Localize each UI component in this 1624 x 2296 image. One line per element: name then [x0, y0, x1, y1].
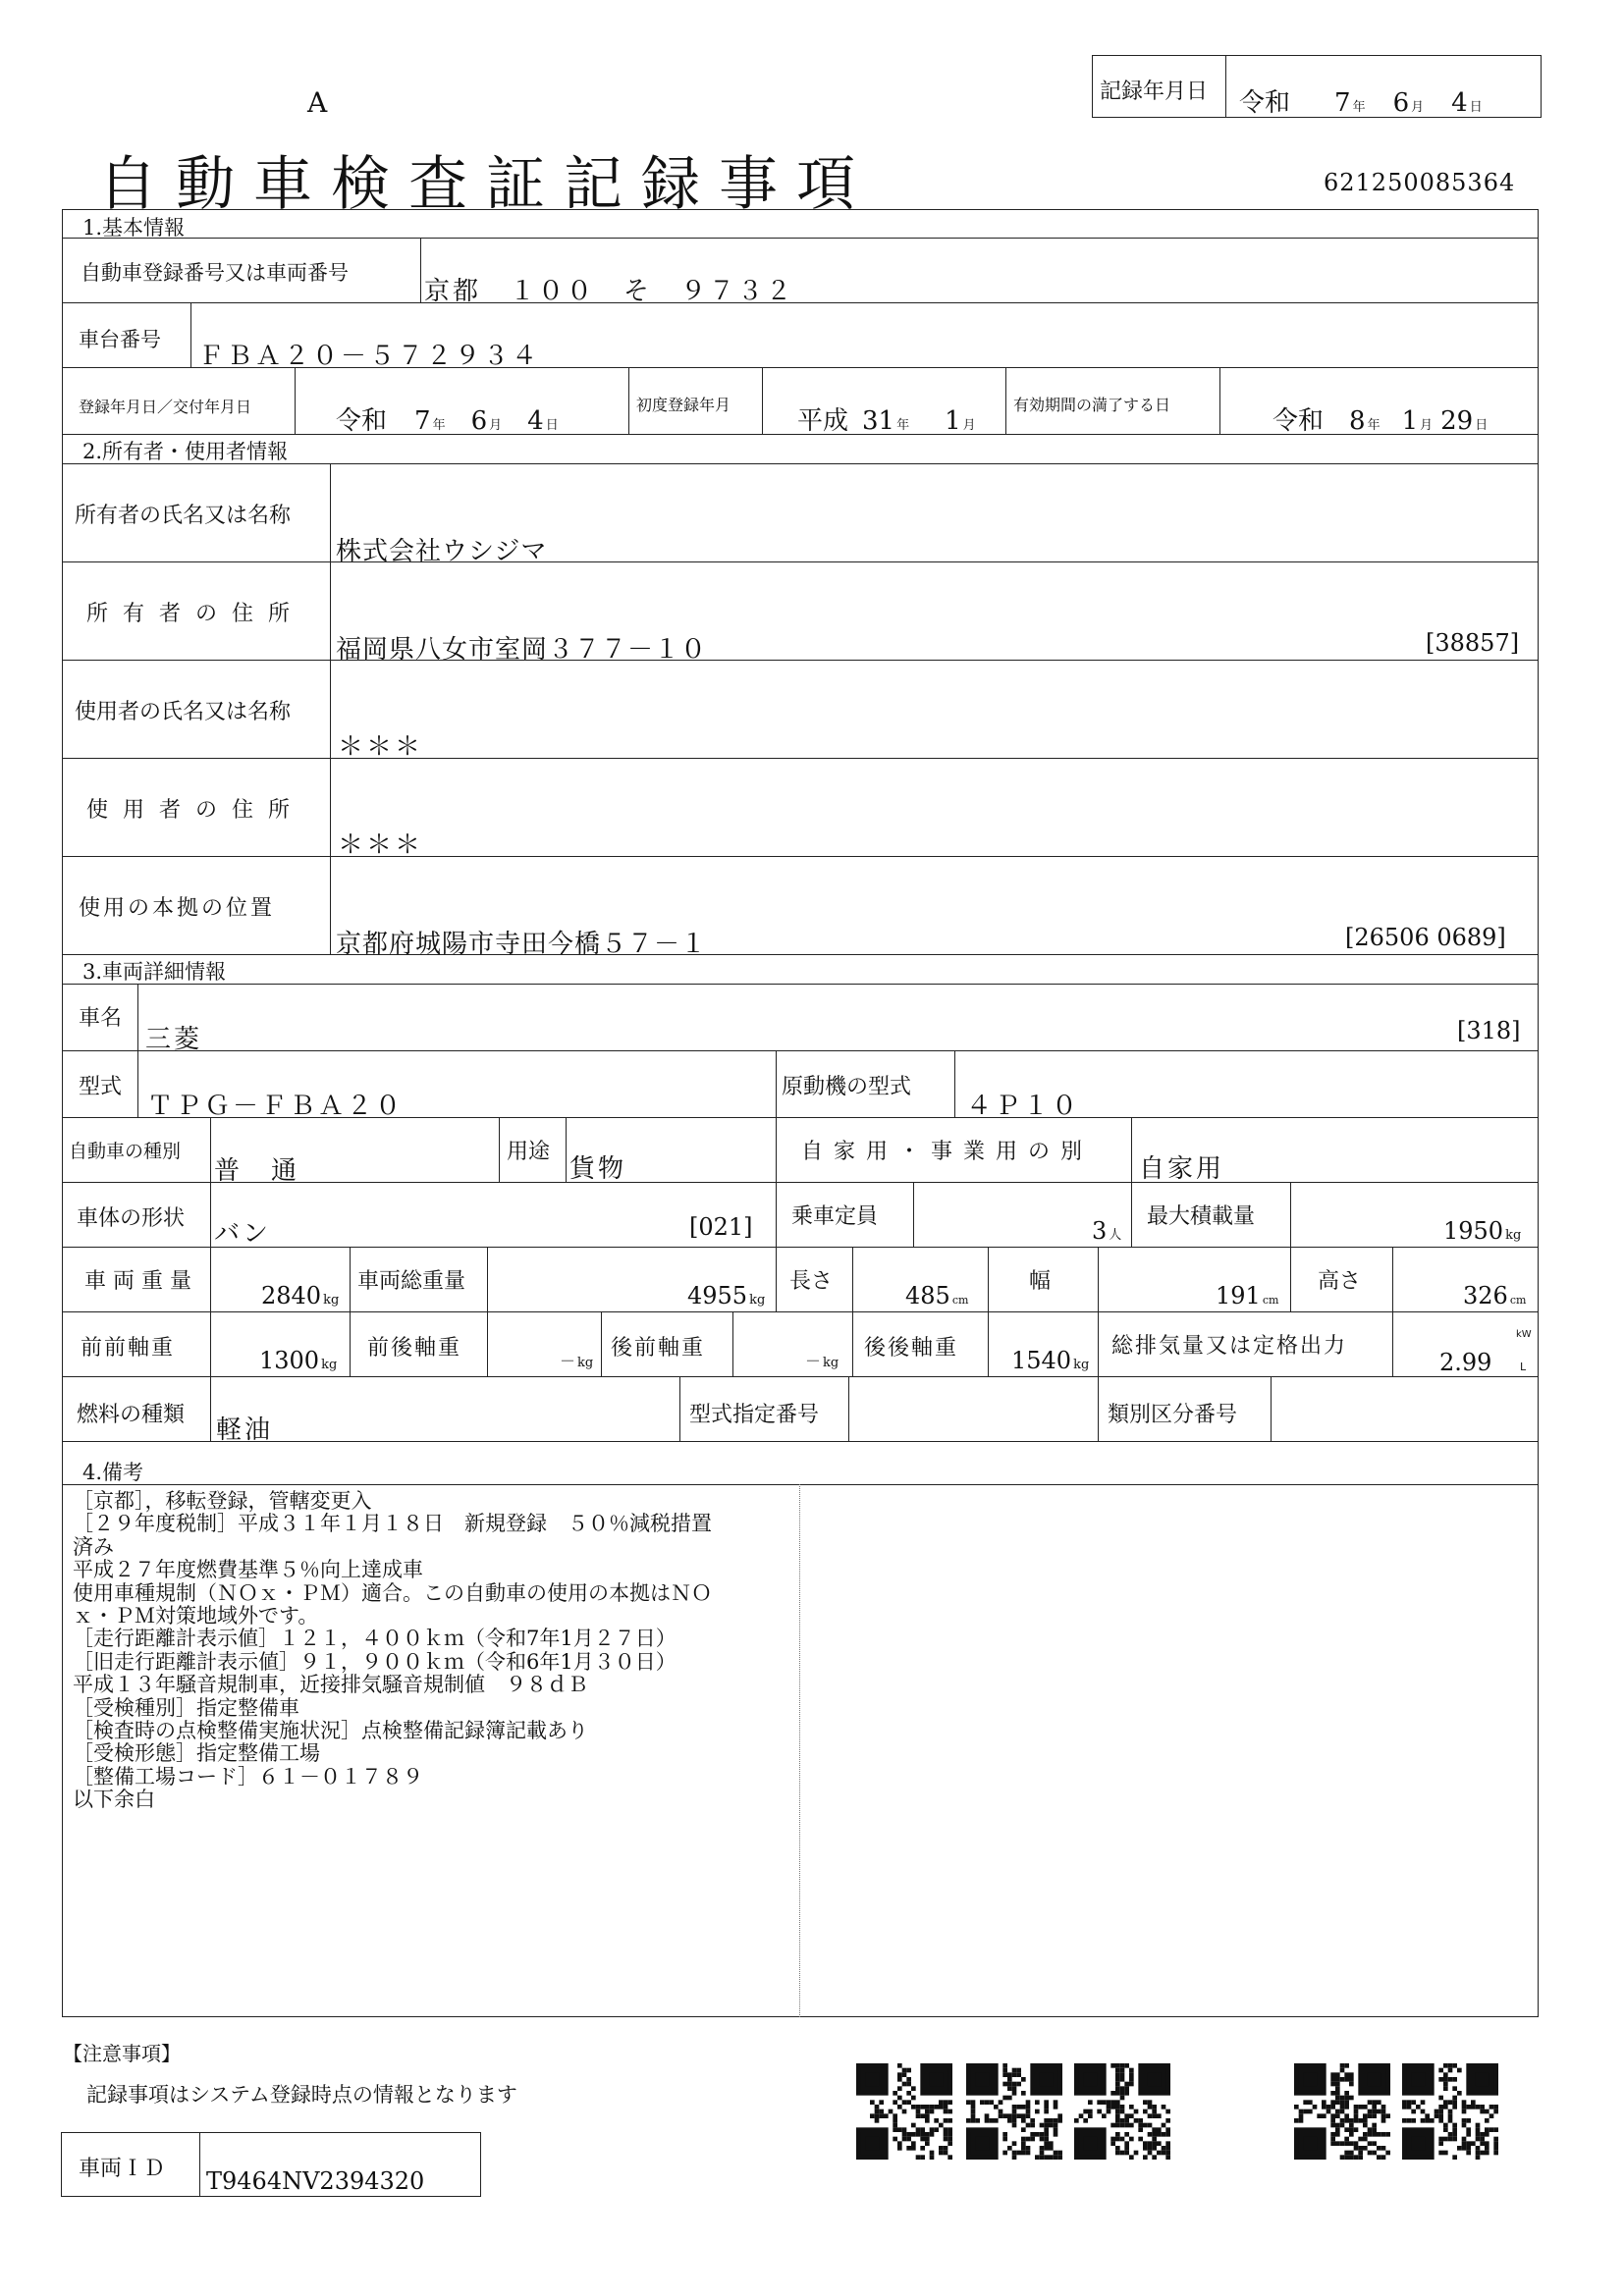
record-date-label: 記録年月日	[1100, 80, 1209, 104]
remark-line: 済み	[73, 1534, 114, 1559]
owner-address-code: [38857]	[1426, 629, 1520, 657]
remark-line: 平成２７年度燃費基準５％向上達成車	[73, 1558, 423, 1582]
reg-date-value: 令和 7 年 6 月 4 日	[336, 406, 559, 436]
user-address-value: ＊＊＊	[338, 830, 424, 860]
section4-title: 4.備考	[82, 1461, 144, 1484]
length-label: 長さ	[789, 1269, 834, 1294]
private-commercial-label: 自 家 用 ・ 事 業 用 の 別	[801, 1140, 1084, 1164]
model-value: ＴＰＧ－ＦＢＡ２０	[147, 1092, 405, 1121]
qr-code	[1294, 2063, 1390, 2160]
record-date-value: 令和 7 年 6 月 4 日	[1239, 88, 1483, 118]
expiry-value: 令和 8 年 1 月 29 日	[1272, 406, 1489, 436]
displacement-unit-kw: kW	[1516, 1329, 1532, 1340]
qr-code	[966, 2063, 1062, 2160]
front-front-axle-value: 1300 kg	[259, 1347, 338, 1374]
use-value: 貨物	[569, 1154, 627, 1184]
section2-title: 2.所有者・使用者情報	[82, 440, 289, 463]
width-label: 幅	[1029, 1269, 1052, 1294]
kind-value: 普 通	[214, 1156, 300, 1186]
category-number-label: 類別区分番号	[1108, 1403, 1238, 1427]
width-value: 191 cm	[1216, 1282, 1279, 1309]
capacity-label: 乗車定員	[791, 1204, 879, 1229]
user-address-label: 使 用 者 の 住 所	[86, 798, 294, 823]
remark-line: ［受検形態］指定整備工場	[73, 1741, 320, 1766]
base-location-code: [26506 0689]	[1345, 924, 1506, 951]
vehicle-weight-label: 車 両 重 量	[84, 1269, 191, 1294]
owner-name-label: 所有者の氏名又は名称	[75, 504, 292, 528]
body-shape-code: [021]	[689, 1213, 753, 1241]
displacement-unit-l: L	[1520, 1361, 1527, 1373]
car-name-code: [318]	[1457, 1017, 1521, 1044]
displacement-label: 総排気量又は定格出力	[1111, 1334, 1348, 1359]
kind-label: 自動車の種別	[69, 1141, 182, 1162]
user-name-value: ＊＊＊	[338, 732, 424, 762]
vehicle-id-value: T9464NV2394320	[206, 2167, 425, 2195]
vehicle-weight-value: 2840 kg	[261, 1282, 340, 1309]
remark-line: ［受検種別］指定整備車	[73, 1695, 299, 1720]
height-label: 高さ	[1318, 1269, 1362, 1294]
section1-title: 1.基本情報	[82, 216, 186, 240]
qr-code	[1402, 2063, 1498, 2160]
form-letter: A	[307, 86, 328, 119]
remark-line: ｘ・ＰＭ対策地域外です。	[73, 1604, 319, 1629]
owner-name-value: 株式会社ウシジマ	[336, 537, 548, 566]
expiry-label: 有効期間の満了する日	[1013, 396, 1171, 414]
remarks-list	[73, 1490, 799, 1812]
base-location-value: 京都府城陽市寺田今橋５７－１	[336, 930, 708, 959]
max-load-label: 最大積載量	[1147, 1204, 1256, 1229]
model-label: 型式	[79, 1075, 123, 1099]
height-value: 326 cm	[1463, 1282, 1527, 1309]
vehicle-id-label: 車両ＩＤ	[79, 2157, 166, 2181]
remark-line: 以下余白	[73, 1788, 155, 1812]
remark-line: ［検査時の点検整備実施状況］点検整備記録簿記載あり	[73, 1719, 588, 1743]
notes-text: 記録事項はシステム登録時点の情報となります	[86, 2083, 517, 2107]
qr-code	[856, 2063, 952, 2160]
rear-front-axle-label: 後前軸重	[611, 1336, 706, 1361]
fuel-type-label: 燃料の種類	[77, 1403, 186, 1427]
car-name-value: 三菱	[145, 1025, 203, 1054]
remark-line: ［京都］，移転登録，管轄変更入	[73, 1489, 372, 1513]
notes-title: 【注意事項】	[63, 2042, 181, 2065]
engine-model-value: ４Ｐ１０	[966, 1092, 1081, 1121]
section3-title: 3.車両詳細情報	[82, 960, 227, 984]
reg-number-label: 自動車登録番号又は車両番号	[81, 261, 349, 285]
chassis-number-label: 車台番号	[79, 328, 161, 351]
body-shape-value: バン	[214, 1219, 272, 1249]
rear-front-axle-value: － kg	[805, 1352, 839, 1370]
length-value: 485 cm	[905, 1282, 969, 1309]
front-rear-axle-value: － kg	[560, 1352, 594, 1370]
gross-weight-label: 車両総重量	[357, 1269, 466, 1294]
type-designation-label: 型式指定番号	[689, 1403, 820, 1427]
rear-rear-axle-value: 1540 kg	[1011, 1347, 1090, 1374]
owner-address-value: 福岡県八女市室岡３７７－１０	[336, 635, 708, 665]
remark-line: ［２９年度税制］平成３１年１月１８日 新規登録 ５０％減税措置	[73, 1512, 712, 1536]
reg-number-value: 京都 １００ そ ９７３２	[424, 277, 795, 306]
fuel-type-value: 軽油	[216, 1415, 274, 1445]
engine-model-label: 原動機の型式	[782, 1075, 912, 1099]
use-label: 用途	[507, 1140, 551, 1164]
remark-line: ［整備工場コード］６１－０１７８９	[73, 1764, 423, 1789]
private-commercial-value: 自家用	[1139, 1154, 1225, 1184]
car-name-label: 車名	[79, 1006, 123, 1031]
first-reg-label: 初度登録年月	[636, 396, 731, 414]
base-location-label: 使用の本拠の位置	[79, 896, 276, 921]
body-shape-label: 車体の形状	[77, 1206, 186, 1231]
remark-line: ［走行距離計表示値］１２１，４００ｋｍ（令和7年1月２７日）	[73, 1627, 677, 1651]
first-reg-value: 平成 31 年 1 月	[797, 406, 976, 436]
displacement-value: 2.99	[1439, 1349, 1492, 1376]
chassis-number-value: ＦＢＡ２０－５７２９３４	[198, 342, 541, 371]
remark-line: ［旧走行距離計表示値］９１，９００ｋｍ（令和6年1月３０日）	[73, 1649, 677, 1674]
user-name-label: 使用者の氏名又は名称	[75, 700, 292, 724]
front-rear-axle-label: 前後軸重	[367, 1336, 462, 1361]
remark-line: 平成１３年騒音規制車，近接排気騒音規制値 ９８ｄＢ	[73, 1673, 588, 1697]
capacity-value: 3 人	[1092, 1217, 1122, 1245]
gross-weight-value: 4955 kg	[687, 1282, 766, 1309]
document-title: 自動車検査証記録事項	[98, 150, 874, 219]
doc-number: 621250085364	[1324, 169, 1516, 196]
max-load-value: 1950 kg	[1443, 1217, 1522, 1245]
remark-line: 使用車種規制（ＮＯｘ・ＰＭ）適合。この自動車の使用の本拠はＮＯ	[73, 1580, 712, 1605]
reg-date-label: 登録年月日／交付年月日	[79, 398, 252, 416]
qr-code	[1074, 2063, 1170, 2160]
owner-address-label: 所 有 者 の 住 所	[86, 602, 294, 626]
front-front-axle-label: 前前軸重	[81, 1336, 176, 1361]
rear-rear-axle-label: 後後軸重	[864, 1336, 959, 1361]
